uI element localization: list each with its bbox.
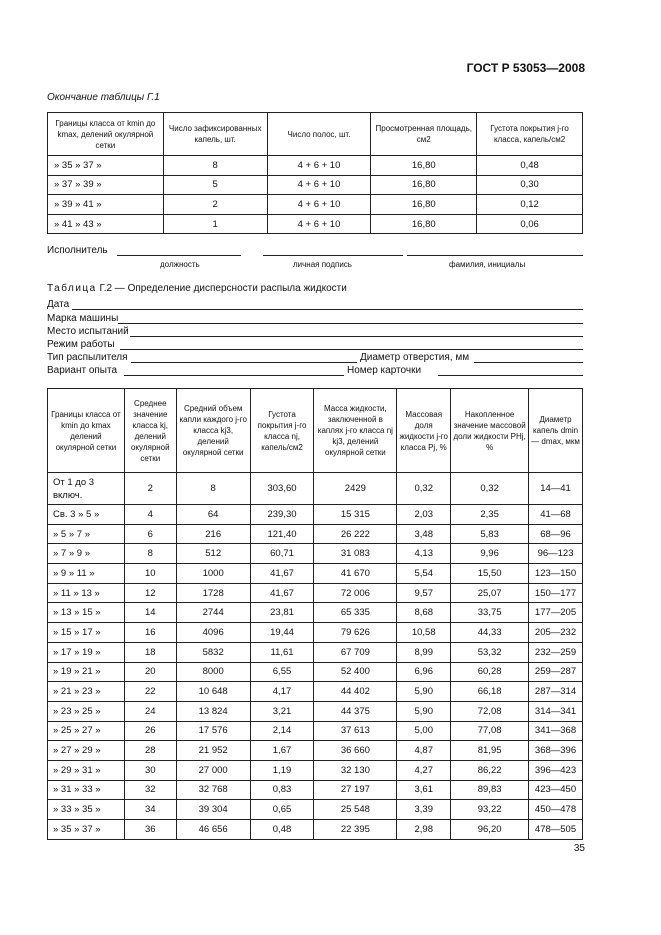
document-id: ГОСТ Р 53053—2008 <box>466 61 585 75</box>
table-row <box>48 583 583 603</box>
table-cell: 314—341 <box>529 701 583 721</box>
table-cell: 5,90 <box>397 701 451 721</box>
table-cell: » 35 » 37 » <box>48 156 164 176</box>
table-cell: 259—287 <box>529 662 583 682</box>
field-card-line <box>438 375 583 376</box>
table-cell: 423—450 <box>529 780 583 800</box>
table-cell: 30 <box>124 760 176 780</box>
table-cell: 89,83 <box>451 780 529 800</box>
table-cell: 11,61 <box>250 642 314 662</box>
table-cell: 41 670 <box>314 564 397 584</box>
table-cell: » 31 » 33 » <box>48 780 125 800</box>
table-cell: 4096 <box>176 623 250 643</box>
table-cell: 96,20 <box>451 820 529 840</box>
field-variant-label: Вариант опыта <box>47 365 118 376</box>
table-cell: 0,06 <box>477 214 583 234</box>
table-cell: 52 400 <box>314 662 397 682</box>
table-cell: 3,61 <box>397 780 451 800</box>
table-cell: 41—68 <box>529 505 583 525</box>
table-cell: 478—505 <box>529 820 583 840</box>
table-cell: » 33 » 35 » <box>48 800 125 820</box>
table2 <box>47 388 583 840</box>
field-place-line <box>130 336 583 337</box>
table-cell: 19,44 <box>250 623 314 643</box>
signature-caption: фамилия, инициалы <box>449 260 526 269</box>
table-cell: 9,57 <box>397 583 451 603</box>
table-cell: 41,67 <box>250 583 314 603</box>
table-cell: 65 335 <box>314 603 397 623</box>
table2-title-prefix: Таблица <box>47 283 97 294</box>
table-cell: 5 <box>163 175 267 195</box>
table-cell: 2,03 <box>397 505 451 525</box>
table-cell: 72 006 <box>314 583 397 603</box>
table-cell: 341—368 <box>529 721 583 741</box>
table-cell: 34 <box>124 800 176 820</box>
table-cell: » 27 » 29 » <box>48 741 125 761</box>
table-cell: 27 197 <box>314 780 397 800</box>
table-cell: 22 395 <box>314 820 397 840</box>
table-cell: 2,98 <box>397 820 451 840</box>
table-cell: 0,12 <box>477 195 583 215</box>
table1-col-header: Число полос, шт. <box>267 113 371 156</box>
field-place-label: Место испытаний <box>47 326 129 337</box>
table-row <box>48 642 583 662</box>
table-cell: 4,87 <box>397 741 451 761</box>
table-cell: 36 660 <box>314 741 397 761</box>
table-cell: 66,18 <box>451 682 529 702</box>
table-cell: 72,08 <box>451 701 529 721</box>
field-sprayer-label: Тип распылителя <box>47 352 128 363</box>
table-cell: 6,96 <box>397 662 451 682</box>
table-cell: 368—396 <box>529 741 583 761</box>
signature-line-name <box>407 255 583 256</box>
table-cell: 24 <box>124 701 176 721</box>
table-cell: 8,99 <box>397 642 451 662</box>
table-cell: » 7 » 9 » <box>48 544 125 564</box>
table-cell: 20 <box>124 662 176 682</box>
table-cell: 79 626 <box>314 623 397 643</box>
field-machine-line <box>118 323 583 324</box>
table-cell: 68—96 <box>529 524 583 544</box>
table2-col-header: Среднее значение класса kj, делений окулярной сетки <box>124 389 176 473</box>
table-cell: 3,39 <box>397 800 451 820</box>
table-cell: 8 <box>163 156 267 176</box>
table-cell: 4 + 6 + 10 <box>267 214 371 234</box>
table-cell: 6 <box>124 524 176 544</box>
table-cell: Св. 3 » 5 » <box>48 505 125 525</box>
table-cell: 3,21 <box>250 701 314 721</box>
table-cell: 4 + 6 + 10 <box>267 156 371 176</box>
table-cell: 39 304 <box>176 800 250 820</box>
table-cell: 15,50 <box>451 564 529 584</box>
table-cell: 77,08 <box>451 721 529 741</box>
table-cell: 2,14 <box>250 721 314 741</box>
table2-header-row <box>48 389 583 473</box>
signature-label: Исполнитель <box>47 245 108 256</box>
table-cell: 10 648 <box>176 682 250 702</box>
table2-col-header: Диаметр капель dmin — dmax, мкм <box>529 389 583 473</box>
field-orifice-label: Диаметр отверстия, мм <box>360 352 470 363</box>
table1-body <box>48 156 583 234</box>
table-cell: » 29 » 31 » <box>48 760 125 780</box>
table-row <box>48 524 583 544</box>
table-cell: 25 548 <box>314 800 397 820</box>
table-cell: 239,30 <box>250 505 314 525</box>
table-cell: 0,32 <box>451 473 529 505</box>
table-cell: 5,54 <box>397 564 451 584</box>
field-mode-line <box>120 349 583 350</box>
table-cell: 16,80 <box>371 214 477 234</box>
table-cell: От 1 до 3 включ. <box>48 473 125 505</box>
table-row <box>48 544 583 564</box>
table-cell: » 9 » 11 » <box>48 564 125 584</box>
table1 <box>47 112 583 234</box>
signature-row <box>47 245 583 257</box>
table-cell: 27 000 <box>176 760 250 780</box>
page-number: 35 <box>573 843 585 854</box>
table-cell: » 5 » 7 » <box>48 524 125 544</box>
table-cell: 26 <box>124 721 176 741</box>
table-row <box>48 603 583 623</box>
table-row <box>48 662 583 682</box>
table-cell: 0,83 <box>250 780 314 800</box>
table-cell: 10,58 <box>397 623 451 643</box>
table2-col-header: Накопленное значение массовой доли жидкости PHj, % <box>451 389 529 473</box>
table2-col-header: Массовая доля жидкости j-го класса Pj, % <box>397 389 451 473</box>
table-cell: 5832 <box>176 642 250 662</box>
table-row <box>48 564 583 584</box>
table-cell: 32 <box>124 780 176 800</box>
table-cell: 86,22 <box>451 760 529 780</box>
table-cell: 8 <box>176 473 250 505</box>
table-cell: 44 402 <box>314 682 397 702</box>
table-cell: 8 <box>124 544 176 564</box>
table-cell: 5,00 <box>397 721 451 741</box>
table-cell: » 11 » 13 » <box>48 583 125 603</box>
table1-col-header: Число зафиксированных капель, шт. <box>163 113 267 156</box>
signature-line-sign <box>263 255 403 256</box>
table-cell: 32 768 <box>176 780 250 800</box>
table-cell: 3,48 <box>397 524 451 544</box>
table-cell: 16,80 <box>371 156 477 176</box>
table-cell: 10 <box>124 564 176 584</box>
table-cell: 121,40 <box>250 524 314 544</box>
table-row <box>48 820 583 840</box>
table-cell: 33,75 <box>451 603 529 623</box>
table-cell: 1000 <box>176 564 250 584</box>
table-cell: 0,48 <box>477 156 583 176</box>
table-cell: 44 375 <box>314 701 397 721</box>
table1-col-header: Густота покрытия j-го класса, капель/см2 <box>477 113 583 156</box>
field-card-label: Номер карточки <box>347 365 422 376</box>
table-cell: 2429 <box>314 473 397 505</box>
table-cell: 26 222 <box>314 524 397 544</box>
table-cell: 81,95 <box>451 741 529 761</box>
table-cell: » 41 » 43 » <box>48 214 164 234</box>
table-cell: 4 <box>124 505 176 525</box>
table1-caption: Окончание таблицы Г.1 <box>47 92 160 103</box>
table-cell: 9,96 <box>451 544 529 564</box>
table-row <box>48 156 583 176</box>
table-cell: 1,67 <box>250 741 314 761</box>
table-cell: 216 <box>176 524 250 544</box>
signature-line-position <box>117 255 241 256</box>
table-cell: 6,55 <box>250 662 314 682</box>
table-cell: 2 <box>163 195 267 215</box>
table-cell: 23,81 <box>250 603 314 623</box>
table-cell: 4,13 <box>397 544 451 564</box>
table-cell: 5,83 <box>451 524 529 544</box>
table-cell: 1728 <box>176 583 250 603</box>
table-cell: 287—314 <box>529 682 583 702</box>
table-row <box>48 473 583 505</box>
table-cell: 0,30 <box>477 175 583 195</box>
field-sprayer-line <box>131 362 357 363</box>
table-cell: 16,80 <box>371 195 477 215</box>
table-cell: 25,07 <box>451 583 529 603</box>
table-row <box>48 741 583 761</box>
field-machine-label: Марка машины <box>47 313 119 324</box>
table-cell: 12 <box>124 583 176 603</box>
table-row <box>48 195 583 215</box>
table-cell: 16,80 <box>371 175 477 195</box>
table-cell: 32 130 <box>314 760 397 780</box>
table-row <box>48 682 583 702</box>
table-cell: 2 <box>124 473 176 505</box>
table-cell: 22 <box>124 682 176 702</box>
table-cell: 0,32 <box>397 473 451 505</box>
table-cell: 0,65 <box>250 800 314 820</box>
table-row <box>48 623 583 643</box>
table-row <box>48 800 583 820</box>
table-cell: 16 <box>124 623 176 643</box>
table-cell: 15 315 <box>314 505 397 525</box>
table-cell: 232—259 <box>529 642 583 662</box>
table-row <box>48 721 583 741</box>
field-variant-line <box>124 375 344 376</box>
table-cell: 60,71 <box>250 544 314 564</box>
table-cell: 67 709 <box>314 642 397 662</box>
table-cell: 205—232 <box>529 623 583 643</box>
table1-col-header: Просмотренная площадь, см2 <box>371 113 477 156</box>
table-cell: 4 + 6 + 10 <box>267 195 371 215</box>
table-cell: 14—41 <box>529 473 583 505</box>
table-cell: » 21 » 23 » <box>48 682 125 702</box>
table-cell: 177—205 <box>529 603 583 623</box>
table2-body <box>48 473 583 840</box>
table-cell: 14 <box>124 603 176 623</box>
table-cell: 60,28 <box>451 662 529 682</box>
table-row <box>48 701 583 721</box>
table-cell: 150—177 <box>529 583 583 603</box>
table-cell: » 23 » 25 » <box>48 701 125 721</box>
table-cell: 2,35 <box>451 505 529 525</box>
table-cell: 21 952 <box>176 741 250 761</box>
table-cell: 44,33 <box>451 623 529 643</box>
table-cell: 1,19 <box>250 760 314 780</box>
table-row <box>48 214 583 234</box>
table-cell: 37 613 <box>314 721 397 741</box>
table-cell: 17 576 <box>176 721 250 741</box>
table-row <box>48 505 583 525</box>
table-cell: 18 <box>124 642 176 662</box>
table2-title-text: Г.2 — Определение дисперсности распыла жидкости <box>96 283 347 294</box>
table2-col-header: Масса жидкости, заключенной в каплях j-го класса nj kj3, делений окулярной сетки <box>314 389 397 473</box>
table-cell: 8000 <box>176 662 250 682</box>
table-cell: 93,22 <box>451 800 529 820</box>
table2-col-header: Средний объем капли каждого j-го класса kj3, делений окулярной сетки <box>176 389 250 473</box>
table-cell: » 19 » 21 » <box>48 662 125 682</box>
field-mode-label: Режим работы <box>47 339 115 350</box>
table-cell: » 39 » 41 » <box>48 195 164 215</box>
table2-title <box>47 283 347 294</box>
table-cell: 1 <box>163 214 267 234</box>
table-cell: 31 083 <box>314 544 397 564</box>
table-cell: 64 <box>176 505 250 525</box>
table-row <box>48 175 583 195</box>
table-cell: 96—123 <box>529 544 583 564</box>
table-cell: 36 <box>124 820 176 840</box>
table-cell: 450—478 <box>529 800 583 820</box>
table-row <box>48 760 583 780</box>
table-cell: 512 <box>176 544 250 564</box>
table1-col-header: Границы класса от kmin до kmax, делений окулярной сетки <box>48 113 164 156</box>
table-cell: 2744 <box>176 603 250 623</box>
table-cell: 4 + 6 + 10 <box>267 175 371 195</box>
table-cell: 28 <box>124 741 176 761</box>
table-cell: » 15 » 17 » <box>48 623 125 643</box>
table-cell: 8,68 <box>397 603 451 623</box>
table-cell: 4,17 <box>250 682 314 702</box>
table-cell: » 35 » 37 » <box>48 820 125 840</box>
table-cell: » 17 » 19 » <box>48 642 125 662</box>
table-cell: 53,32 <box>451 642 529 662</box>
field-orifice-line <box>474 362 583 363</box>
table-cell: » 25 » 27 » <box>48 721 125 741</box>
field-date-label: Дата <box>47 299 70 310</box>
signature-caption: личная подпись <box>293 260 352 269</box>
table-cell: 13 824 <box>176 701 250 721</box>
signature-caption: должность <box>160 260 200 269</box>
table-row <box>48 780 583 800</box>
table-cell: 46 656 <box>176 820 250 840</box>
table-cell: 41,67 <box>250 564 314 584</box>
table1-header-row <box>48 113 583 156</box>
table-cell: » 37 » 39 » <box>48 175 164 195</box>
table-cell: » 13 » 15 » <box>48 603 125 623</box>
field-date-line <box>72 309 583 310</box>
table2-col-header: Густота покрытия j-го класса nj, капель/см2 <box>250 389 314 473</box>
table-cell: 4,27 <box>397 760 451 780</box>
table-cell: 5,90 <box>397 682 451 702</box>
table-cell: 123—150 <box>529 564 583 584</box>
table-cell: 303,60 <box>250 473 314 505</box>
table2-col-header: Границы класса от kmin до kmax делений окулярной сетки <box>48 389 125 473</box>
table-cell: 396—423 <box>529 760 583 780</box>
table-cell: 0,48 <box>250 820 314 840</box>
